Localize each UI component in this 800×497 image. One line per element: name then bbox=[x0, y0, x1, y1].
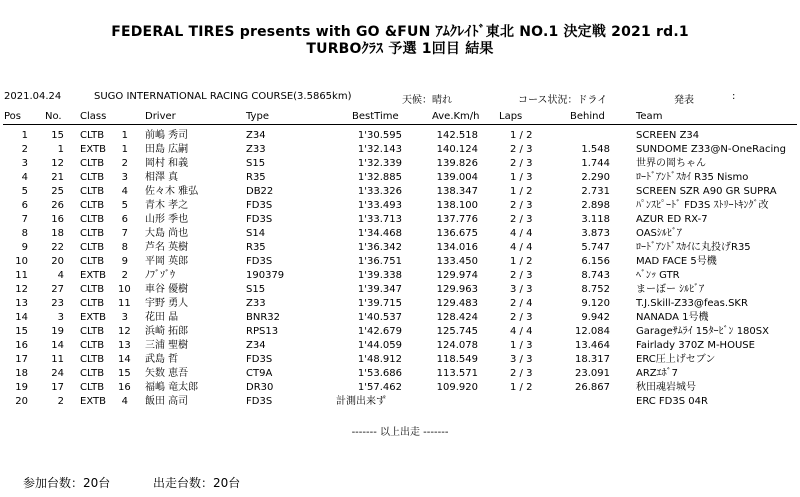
row-team: ERC圧上げセブン bbox=[636, 354, 716, 365]
row-best-time: 1'33.493 bbox=[357, 200, 402, 211]
row-ave-speed: 134.016 bbox=[436, 242, 478, 253]
header-laps: Laps bbox=[499, 111, 523, 122]
row-class: CLTB bbox=[80, 158, 105, 169]
row-car-type: CT9A bbox=[246, 368, 273, 379]
header-behind: Behind bbox=[570, 111, 605, 122]
row-best-time: 1'32.339 bbox=[357, 158, 402, 169]
row-pos: 15 bbox=[15, 326, 28, 337]
row-ave-speed: 129.963 bbox=[436, 284, 478, 295]
table-row bbox=[4, 185, 796, 199]
row-car-type: FD3S bbox=[246, 354, 273, 365]
row-ave-speed: 137.776 bbox=[436, 214, 478, 225]
table-row bbox=[4, 367, 796, 381]
row-car-type: BNR32 bbox=[246, 312, 281, 323]
row-car-type: Z33 bbox=[246, 298, 266, 309]
row-behind: 5.747 bbox=[581, 242, 610, 253]
row-pos: 2 bbox=[21, 144, 28, 155]
row-class-rank: 4 bbox=[121, 396, 128, 407]
row-laps: 2 / 3 bbox=[510, 270, 533, 281]
row-behind: 2.731 bbox=[581, 186, 610, 197]
page-subtitle: TURBOｸﾗｽ 予選 1回目 結果 bbox=[306, 41, 494, 57]
row-laps: 4 / 4 bbox=[510, 228, 533, 239]
row-car-type: S15 bbox=[246, 158, 266, 169]
table-row bbox=[4, 255, 796, 269]
row-driver: 武島 哲 bbox=[145, 354, 179, 365]
row-driver: 花田 晶 bbox=[145, 312, 179, 323]
row-laps: 4 / 4 bbox=[510, 326, 533, 337]
participants-count: 参加台数：20台 bbox=[23, 476, 111, 490]
row-driver: 佐々木 雅弘 bbox=[145, 186, 199, 197]
row-class-rank: 8 bbox=[121, 242, 128, 253]
row-class: CLTB bbox=[80, 368, 105, 379]
row-driver: 飯田 高司 bbox=[145, 396, 189, 407]
row-driver: 田島 広嗣 bbox=[145, 144, 189, 155]
row-laps: 2 / 3 bbox=[510, 144, 533, 155]
row-car-number: 19 bbox=[51, 326, 64, 337]
row-team: ﾛｰﾄﾞｱﾝﾄﾞｽｶｲ R35 Nismo bbox=[636, 172, 749, 183]
table-row bbox=[4, 297, 796, 311]
row-behind: 1.548 bbox=[581, 144, 610, 155]
row-pos: 13 bbox=[15, 298, 28, 309]
row-car-type: Z34 bbox=[246, 130, 266, 141]
row-best-time: 1'36.751 bbox=[357, 256, 402, 267]
row-class-rank: 1 bbox=[121, 144, 128, 155]
row-class: CLTB bbox=[80, 326, 105, 337]
row-pos: 18 bbox=[15, 368, 28, 379]
row-class-rank: 7 bbox=[121, 228, 128, 239]
table-row bbox=[4, 353, 796, 367]
row-team: ﾛｰﾄﾞｱﾝﾄﾞｽｶｲに丸投げR35 bbox=[636, 242, 751, 253]
row-car-type: DR30 bbox=[246, 382, 274, 393]
row-ave-speed: 118.549 bbox=[436, 354, 478, 365]
row-class: CLTB bbox=[80, 284, 105, 295]
row-car-number: 4 bbox=[57, 270, 64, 281]
row-behind: 6.156 bbox=[581, 256, 610, 267]
row-best-time: 1'40.537 bbox=[357, 312, 402, 323]
row-car-number: 12 bbox=[51, 158, 64, 169]
row-class: CLTB bbox=[80, 228, 105, 239]
row-team: SCREEN Z34 bbox=[636, 130, 700, 141]
row-class-rank: 1 bbox=[121, 130, 128, 141]
row-team: MAD FACE 5号機 bbox=[636, 256, 717, 267]
row-car-number: 27 bbox=[51, 284, 64, 295]
row-class: EXTB bbox=[80, 312, 106, 323]
row-behind: 3.118 bbox=[581, 214, 610, 225]
row-team: 世界の岡ちゃん bbox=[636, 158, 706, 169]
row-class: CLTB bbox=[80, 214, 105, 225]
row-car-type: S14 bbox=[246, 228, 266, 239]
row-behind: 8.743 bbox=[581, 270, 610, 281]
event-date: 2021.04.24 bbox=[4, 91, 62, 102]
row-car-number: 3 bbox=[57, 312, 64, 323]
row-team: T.J.Skill-Z33@feas.SKR bbox=[636, 298, 748, 309]
header-driver: Driver bbox=[145, 111, 176, 122]
table-row bbox=[4, 213, 796, 227]
row-ave-speed: 136.675 bbox=[436, 228, 478, 239]
row-best-time: 1'44.059 bbox=[357, 340, 402, 351]
row-car-type: FD3S bbox=[246, 256, 273, 267]
row-laps: 1 / 3 bbox=[510, 340, 533, 351]
row-ave-speed: 139.004 bbox=[436, 172, 478, 183]
row-car-type: DB22 bbox=[246, 186, 274, 197]
row-driver: 車谷 優樹 bbox=[145, 284, 189, 295]
row-class-rank: 3 bbox=[121, 172, 128, 183]
row-laps: 2 / 3 bbox=[510, 158, 533, 169]
row-ave-speed: 129.483 bbox=[436, 298, 478, 309]
row-class: EXTB bbox=[80, 270, 106, 281]
row-driver: 青木 孝之 bbox=[145, 200, 189, 211]
table-row bbox=[4, 339, 796, 353]
row-best-time: 1'32.885 bbox=[357, 172, 402, 183]
row-car-number: 21 bbox=[51, 172, 64, 183]
row-pos: 8 bbox=[21, 228, 28, 239]
row-team: ﾍﾞﾝｯ GTR bbox=[636, 270, 680, 281]
row-ave-speed: 138.347 bbox=[436, 186, 478, 197]
track-condition: コース状況：ドライ bbox=[518, 95, 608, 106]
header-no: No. bbox=[45, 111, 62, 122]
row-behind: 23.091 bbox=[575, 368, 610, 379]
row-car-number: 15 bbox=[51, 130, 64, 141]
row-car-number: 14 bbox=[51, 340, 64, 351]
row-ave-speed: 133.450 bbox=[436, 256, 478, 267]
row-driver: 宇野 勇人 bbox=[145, 298, 189, 309]
row-class-rank: 14 bbox=[118, 354, 131, 365]
row-best-time: 1'36.342 bbox=[357, 242, 402, 253]
row-class-rank: 2 bbox=[121, 270, 128, 281]
row-driver: 浜崎 拓郎 bbox=[145, 326, 189, 337]
table-row bbox=[4, 325, 796, 339]
row-ave-speed: 125.745 bbox=[436, 326, 478, 337]
row-car-number: 20 bbox=[51, 256, 64, 267]
row-car-number: 24 bbox=[51, 368, 64, 379]
row-laps: 2 / 3 bbox=[510, 368, 533, 379]
table-row bbox=[4, 311, 796, 325]
row-class-rank: 2 bbox=[121, 158, 128, 169]
row-laps: 1 / 2 bbox=[510, 186, 533, 197]
row-ave-speed: 109.920 bbox=[436, 382, 478, 393]
row-class: CLTB bbox=[80, 340, 105, 351]
row-car-type: Z34 bbox=[246, 340, 266, 351]
row-class: CLTB bbox=[80, 172, 105, 183]
table-row bbox=[4, 129, 796, 143]
row-car-number: 25 bbox=[51, 186, 64, 197]
header-divider bbox=[3, 124, 797, 125]
row-behind: 3.873 bbox=[581, 228, 610, 239]
header-pos: Pos bbox=[4, 111, 22, 122]
row-car-number: 1 bbox=[57, 144, 64, 155]
row-car-type: RPS13 bbox=[246, 326, 279, 337]
row-car-type: 190379 bbox=[246, 270, 285, 281]
row-driver: 三浦 聖樹 bbox=[145, 340, 189, 351]
row-class-rank: 16 bbox=[118, 382, 131, 393]
end-of-results-marker: ------- 以上出走 ------- bbox=[351, 427, 449, 438]
row-team: まーぼー ｼﾙﾋﾞｱ bbox=[636, 284, 705, 295]
row-behind: 8.752 bbox=[581, 284, 610, 295]
row-ave-speed: 140.124 bbox=[436, 144, 478, 155]
row-car-type: FD3S bbox=[246, 200, 273, 211]
row-car-type: Z33 bbox=[246, 144, 266, 155]
row-car-number: 11 bbox=[51, 354, 64, 365]
row-class-rank: 6 bbox=[121, 214, 128, 225]
table-row bbox=[4, 157, 796, 171]
row-class: CLTB bbox=[80, 298, 105, 309]
row-best-time: 1'33.326 bbox=[357, 186, 402, 197]
row-behind: 2.290 bbox=[581, 172, 610, 183]
row-car-type: R35 bbox=[246, 242, 266, 253]
header-avespeed: Ave.Km/h bbox=[432, 111, 480, 122]
row-team: ﾊﾟﾝｽﾋﾟｰﾄﾞ FD3S ｽﾄﾘｰﾄｷﾝｸﾞ改 bbox=[636, 200, 769, 211]
row-behind: 1.744 bbox=[581, 158, 610, 169]
row-class-rank: 10 bbox=[118, 284, 131, 295]
row-behind: 26.867 bbox=[575, 382, 610, 393]
row-class-rank: 11 bbox=[118, 298, 131, 309]
row-note: 計測出来ず bbox=[336, 396, 386, 407]
row-laps: 2 / 3 bbox=[510, 312, 533, 323]
row-best-time: 1'53.686 bbox=[357, 368, 402, 379]
row-car-number: 2 bbox=[57, 396, 64, 407]
row-best-time: 1'34.468 bbox=[357, 228, 402, 239]
row-pos: 4 bbox=[21, 172, 28, 183]
row-car-type: R35 bbox=[246, 172, 266, 183]
row-class-rank: 9 bbox=[121, 256, 128, 267]
row-driver: 山形 季也 bbox=[145, 214, 189, 225]
row-class: CLTB bbox=[80, 256, 105, 267]
row-pos: 11 bbox=[15, 270, 28, 281]
row-laps: 1 / 2 bbox=[510, 256, 533, 267]
row-car-number: 18 bbox=[51, 228, 64, 239]
weather-status: 天候：晴れ bbox=[402, 95, 452, 106]
row-team: 秋田魂岩城号 bbox=[636, 382, 696, 393]
results-table-body bbox=[4, 129, 796, 409]
row-pos: 6 bbox=[21, 200, 28, 211]
row-ave-speed: 128.424 bbox=[436, 312, 478, 323]
row-laps: 3 / 3 bbox=[510, 354, 533, 365]
row-behind: 13.464 bbox=[575, 340, 610, 351]
row-driver: 大島 尚也 bbox=[145, 228, 189, 239]
row-car-number: 16 bbox=[51, 214, 64, 225]
row-best-time: 1'39.715 bbox=[357, 298, 402, 309]
row-pos: 5 bbox=[21, 186, 28, 197]
row-driver: 前嶋 秀司 bbox=[145, 130, 189, 141]
header-class: Class bbox=[80, 111, 107, 122]
starters-count: 出走台数：20台 bbox=[153, 476, 241, 490]
row-behind: 9.120 bbox=[581, 298, 610, 309]
table-row bbox=[4, 143, 796, 157]
row-class: CLTB bbox=[80, 382, 105, 393]
header-team: Team bbox=[636, 111, 663, 122]
row-pos: 12 bbox=[15, 284, 28, 295]
row-pos: 10 bbox=[15, 256, 28, 267]
row-best-time: 1'30.595 bbox=[357, 130, 402, 141]
row-driver: 福嶋 竜太郎 bbox=[145, 382, 199, 393]
row-team: AZUR ED RX-7 bbox=[636, 214, 708, 225]
row-pos: 20 bbox=[15, 396, 28, 407]
row-class: CLTB bbox=[80, 354, 105, 365]
row-driver: 相澤 真 bbox=[145, 172, 179, 183]
table-row bbox=[4, 381, 796, 395]
row-car-number: 17 bbox=[51, 382, 64, 393]
row-team: Fairlady 370Z M-HOUSE bbox=[636, 340, 755, 351]
row-ave-speed: 124.078 bbox=[436, 340, 478, 351]
row-team: Garageｻﾑﾗｲ 15ﾀｰﾋﾞﾝ 180SX bbox=[636, 326, 769, 337]
table-row bbox=[4, 227, 796, 241]
row-laps: 4 / 4 bbox=[510, 242, 533, 253]
table-row bbox=[4, 171, 796, 185]
row-team: ERC FD3S 04R bbox=[636, 396, 708, 407]
row-class-rank: 5 bbox=[121, 200, 128, 211]
row-class: EXTB bbox=[80, 396, 106, 407]
row-behind: 2.898 bbox=[581, 200, 610, 211]
row-best-time: 1'33.713 bbox=[357, 214, 402, 225]
row-driver: 芦名 英樹 bbox=[145, 242, 189, 253]
row-behind: 12.084 bbox=[575, 326, 610, 337]
row-pos: 17 bbox=[15, 354, 28, 365]
table-row bbox=[4, 241, 796, 255]
announce-colon: : bbox=[732, 91, 736, 102]
row-ave-speed: 139.826 bbox=[436, 158, 478, 169]
results-table-header bbox=[4, 111, 796, 124]
row-team: SUNDOME Z33@N-OneRacing bbox=[636, 144, 786, 155]
row-class-rank: 15 bbox=[118, 368, 131, 379]
row-team: OASｼﾙﾋﾞｱ bbox=[636, 228, 682, 239]
row-class: CLTB bbox=[80, 130, 105, 141]
row-car-number: 26 bbox=[51, 200, 64, 211]
row-laps: 2 / 3 bbox=[510, 200, 533, 211]
row-car-number: 22 bbox=[51, 242, 64, 253]
row-car-type: FD3S bbox=[246, 214, 273, 225]
row-car-number: 23 bbox=[51, 298, 64, 309]
header-type: Type bbox=[246, 111, 269, 122]
row-best-time: 1'32.143 bbox=[357, 144, 402, 155]
row-pos: 7 bbox=[21, 214, 28, 225]
header-besttime: BestTime bbox=[352, 111, 399, 122]
row-behind: 18.317 bbox=[575, 354, 610, 365]
row-class-rank: 12 bbox=[118, 326, 131, 337]
row-laps: 2 / 3 bbox=[510, 214, 533, 225]
row-pos: 19 bbox=[15, 382, 28, 393]
row-team: SCREEN SZR A90 GR SUPRA bbox=[636, 186, 777, 197]
table-row bbox=[4, 199, 796, 213]
row-team: ARZｴﾎﾞ7 bbox=[636, 368, 679, 379]
row-laps: 1 / 2 bbox=[510, 130, 533, 141]
row-driver: ﾉﾌﾞｿﾞｳ bbox=[145, 270, 175, 281]
row-pos: 1 bbox=[21, 130, 28, 141]
row-class: CLTB bbox=[80, 200, 105, 211]
row-class-rank: 4 bbox=[121, 186, 128, 197]
row-pos: 9 bbox=[21, 242, 28, 253]
row-best-time: 1'57.462 bbox=[357, 382, 402, 393]
row-class-rank: 3 bbox=[121, 312, 128, 323]
row-ave-speed: 142.518 bbox=[436, 130, 478, 141]
row-laps: 1 / 3 bbox=[510, 172, 533, 183]
row-class-rank: 13 bbox=[118, 340, 131, 351]
row-best-time: 1'48.912 bbox=[357, 354, 402, 365]
row-team: NANADA 1号機 bbox=[636, 312, 709, 323]
row-ave-speed: 138.100 bbox=[436, 200, 478, 211]
row-driver: 平岡 英郎 bbox=[145, 256, 189, 267]
page-title: FEDERAL TIRES presents with GO &FUN ｱﾑｸﾚｲﾄﾞ東北 NO.1 決定戦 2021 rd.1 bbox=[111, 24, 689, 40]
table-row bbox=[4, 269, 796, 283]
row-pos: 3 bbox=[21, 158, 28, 169]
row-best-time: 1'39.347 bbox=[357, 284, 402, 295]
table-row bbox=[4, 395, 796, 409]
row-car-type: S15 bbox=[246, 284, 266, 295]
event-info-bar bbox=[4, 91, 796, 105]
row-ave-speed: 129.974 bbox=[436, 270, 478, 281]
row-class: EXTB bbox=[80, 144, 106, 155]
announce-label: 発表 bbox=[674, 95, 694, 106]
row-laps: 1 / 2 bbox=[510, 382, 533, 393]
row-pos: 14 bbox=[15, 312, 28, 323]
row-ave-speed: 113.571 bbox=[436, 368, 478, 379]
row-best-time: 1'42.679 bbox=[357, 326, 402, 337]
row-laps: 3 / 3 bbox=[510, 284, 533, 295]
row-pos: 16 bbox=[15, 340, 28, 351]
row-driver: 矢数 恵吾 bbox=[145, 368, 189, 379]
row-behind: 9.942 bbox=[581, 312, 610, 323]
row-car-type: FD3S bbox=[246, 396, 273, 407]
row-class: CLTB bbox=[80, 186, 105, 197]
row-driver: 岡村 和義 bbox=[145, 158, 189, 169]
row-class: CLTB bbox=[80, 242, 105, 253]
row-best-time: 1'39.338 bbox=[357, 270, 402, 281]
table-row bbox=[4, 283, 796, 297]
course-name: SUGO INTERNATIONAL RACING COURSE(3.5865km) bbox=[94, 91, 352, 102]
row-laps: 2 / 4 bbox=[510, 298, 533, 309]
